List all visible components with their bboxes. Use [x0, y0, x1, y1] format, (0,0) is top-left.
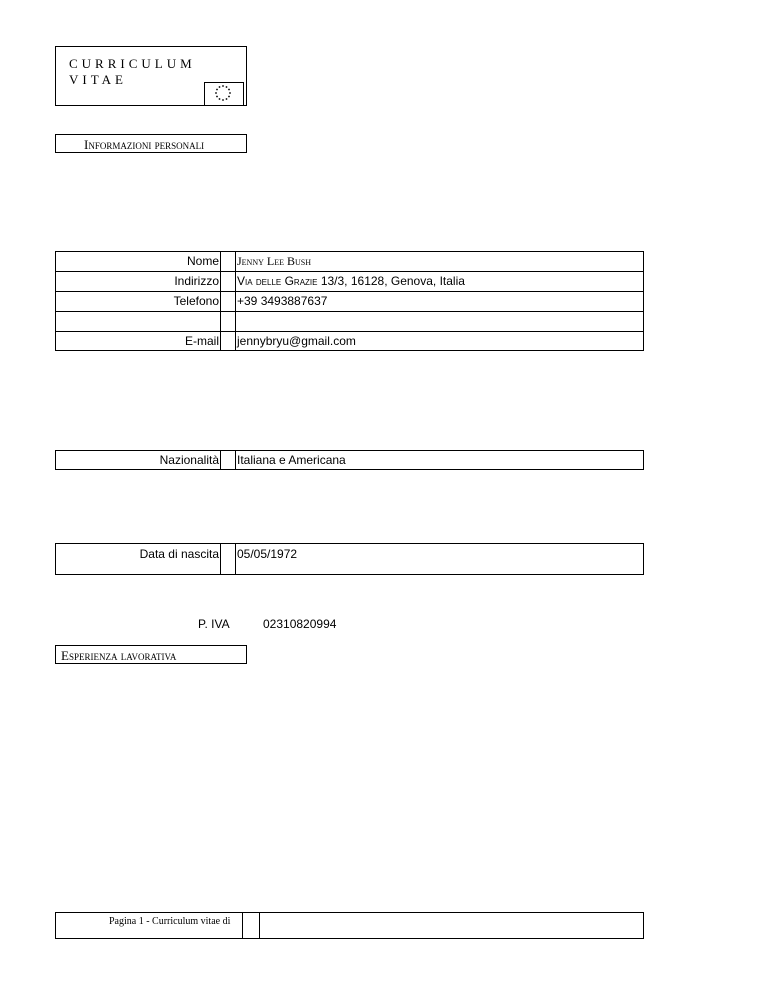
address-rest: 13/3, 16128, Genova, Italia — [317, 274, 465, 288]
email-label: E-mail — [184, 334, 219, 348]
section-personal-info — [55, 134, 247, 153]
cv-title-box — [55, 46, 247, 106]
row-email — [55, 331, 644, 351]
address-label: Indirizzo — [174, 274, 219, 288]
section-experience-title: Esperienza lavorativa — [61, 648, 177, 663]
vat-label: P. IVA — [198, 617, 230, 631]
row-name — [55, 251, 644, 271]
row-phone — [55, 291, 644, 311]
eu-flag-icon — [204, 82, 244, 106]
nationality-label: Nazionalità — [159, 453, 219, 467]
section-personal-title: Informazioni personali — [84, 137, 205, 152]
phone-value: +39 3493887637 — [237, 294, 328, 308]
birth-label: Data di nascita — [139, 547, 219, 561]
name-label: Nome — [186, 254, 219, 268]
row-address — [55, 271, 644, 291]
address-value — [237, 274, 465, 288]
row-empty — [55, 311, 644, 331]
name-value: Jenny Lee Bush — [237, 254, 311, 268]
vat-value: 02310820994 — [263, 617, 337, 631]
address-street: Via delle Grazie — [237, 274, 318, 288]
row-birth-date — [55, 543, 644, 575]
page-footer — [55, 912, 644, 939]
row-nationality — [55, 450, 644, 470]
section-work-experience — [55, 645, 247, 664]
cv-title: CURRICULUM VITAE — [69, 56, 196, 87]
nationality-value: Italiana e Americana — [237, 453, 346, 467]
email-value: jennybryu@gmail.com — [237, 334, 356, 348]
footer-text: Pagina 1 - Curriculum vitae di — [109, 916, 231, 927]
phone-label: Telefono — [173, 294, 219, 308]
birth-value: 05/05/1972 — [237, 547, 298, 561]
